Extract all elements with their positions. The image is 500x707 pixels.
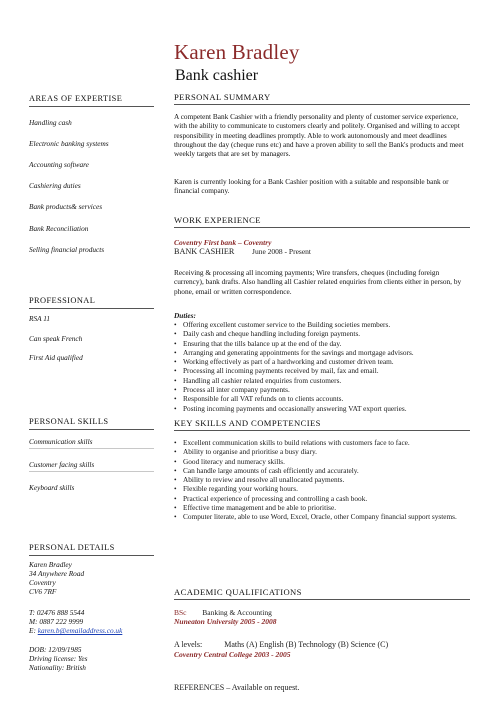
key-skills-list <box>174 438 470 522</box>
mobile: M: 0887 222 9999 <box>29 617 84 626</box>
degree-subject: Banking & Accounting <box>202 608 272 617</box>
expertise-item: Cashiering duties <box>29 181 81 190</box>
a-levels-line <box>174 640 388 649</box>
divider <box>29 106 154 107</box>
degree: BSc <box>174 608 187 617</box>
list-item: • Process all inter company payments. <box>174 385 470 394</box>
college: Coventry Central College 2003 - 2005 <box>174 650 291 659</box>
divider <box>29 555 154 556</box>
summary-paragraph: A competent Bank Cashier with a friendly personality and plenty of customer service experience, with the ability to communicate to customers clearly and politely. Organised and willing to accept responsibility in meeting deadlines promptly. Able to work autonomously and meet deadlines throughout the day (cheque runs etc) and have a proven ability to sell the Bank's products and meet weekly targets that are set by managers. <box>174 112 464 159</box>
list-item: • Working effectively as part of a hardworking and customer driven team. <box>174 357 470 366</box>
divider <box>174 227 470 228</box>
email-line <box>29 626 122 635</box>
personal-details-heading: PERSONAL DETAILS <box>29 543 115 552</box>
list-item: • Effective time management and be able to prioritise. <box>174 503 470 512</box>
list-item: • Can handle large amounts of cash efficiently and accurately. <box>174 466 470 475</box>
expertise-item: Electronic banking systems <box>29 139 109 148</box>
address-line: CV6 7RF <box>29 587 57 596</box>
list-item: • Ensuring that the tills balance up at the end of the day. <box>174 339 470 348</box>
duties-label: Duties: <box>174 311 196 320</box>
divider <box>174 104 470 105</box>
date-of-birth: DOB: 12/09/1985 <box>29 645 82 654</box>
list-item: • Ability to review and resolve all unallocated payments. <box>174 475 470 484</box>
professional-item: First Aid qualified <box>29 353 83 362</box>
list-item: • Excellent communication skills to build relations with customers face to face. <box>174 438 470 447</box>
list-item: • Arranging and generating appointments for the savings and mortgage advisors. <box>174 348 470 357</box>
list-item: • Processing all incoming payments received by mail, fax and email. <box>174 366 470 375</box>
skill-item: Keyboard skills <box>29 483 75 492</box>
expertise-item: Accounting software <box>29 160 89 169</box>
divider <box>29 429 154 430</box>
list-item: • Responsible for all VAT refunds on to clients accounts. <box>174 394 470 403</box>
divider <box>174 599 470 600</box>
references-text: – Available on request. <box>226 683 300 692</box>
driving-license: Driving license: Yes <box>29 654 88 663</box>
list-item: • Daily cash and cheque handling including foreign payments. <box>174 329 470 338</box>
summary-paragraph: Karen is currently looking for a Bank Cashier position with a suitable and responsible bank or financial company. <box>174 177 449 196</box>
dates: June 2008 - Present <box>252 247 311 256</box>
key-skills-heading: KEY SKILLS AND COMPETENCIES <box>174 418 321 428</box>
work-experience-heading: WORK EXPERIENCE <box>174 215 261 225</box>
areas-of-expertise-heading: AREAS OF EXPERTISE <box>29 94 123 103</box>
email-link[interactable]: karen.b@emailaddress.co.uk <box>37 626 123 635</box>
role: BANK CASHIER <box>174 247 235 256</box>
professional-heading: PROFESSIONAL <box>29 296 96 305</box>
candidate-name: Karen Bradley <box>174 40 300 64</box>
references-line <box>174 683 299 692</box>
list-item: • Posting incoming payments and occasionally answering VAT export queries. <box>174 404 470 413</box>
job-title: Bank cashier <box>175 67 259 84</box>
professional-item: Can speak French <box>29 334 83 343</box>
email-prefix: E: <box>29 626 36 635</box>
telephone: T: 02476 888 5544 <box>29 608 85 617</box>
personal-summary-heading: PERSONAL SUMMARY <box>174 92 271 102</box>
duties-list <box>174 320 470 413</box>
skill-item: Customer facing skills <box>29 460 95 469</box>
professional-item: RSA 11 <box>29 314 51 323</box>
expertise-item: Handling cash <box>29 118 72 127</box>
nationality: Nationality: British <box>29 663 86 672</box>
references-label: REFERENCES <box>174 683 225 692</box>
address-line: 34 Anywhere Road <box>29 569 85 578</box>
skill-item: Communication skills <box>29 437 93 446</box>
divider <box>29 448 154 449</box>
list-item: • Handling all cashier related enquiries from customers. <box>174 376 470 385</box>
address-line: Coventry <box>29 578 56 587</box>
personal-skills-heading: PERSONAL SKILLS <box>29 417 109 426</box>
divider <box>29 471 154 472</box>
a-levels-label: A levels: <box>174 640 203 649</box>
list-item: • Good literacy and numeracy skills. <box>174 457 470 466</box>
employer: Coventry First bank – Coventry <box>174 238 272 247</box>
a-levels-grades: Maths (A) English (B) Technology (B) Science (C) <box>224 640 389 649</box>
list-item: • Computer literate, able to use Word, Excel, Oracle, other Company financial support systems. <box>174 512 470 521</box>
university: Nuneaton University 2005 - 2008 <box>174 617 277 626</box>
degree-line <box>174 608 272 617</box>
divider <box>174 430 470 431</box>
academic-heading: ACADEMIC QUALIFICATIONS <box>174 587 302 597</box>
expertise-item: Bank products& services <box>29 202 103 211</box>
list-item: • Ability to organise and prioritise a busy diary. <box>174 447 470 456</box>
list-item: • Offering excellent customer service to the Building societies members. <box>174 320 470 329</box>
address-line: Karen Bradley <box>29 560 72 569</box>
expertise-item: Selling financial products <box>29 245 105 254</box>
role-description: Receiving & processing all incoming payments; Wire transfers, cheques (including foreign currency), bank drafts. Also handling all Cashier related enquiries from clients either in person, by phone, email or written correspondence. <box>174 268 462 296</box>
list-item: • Flexible regarding your working hours. <box>174 484 470 493</box>
divider <box>29 308 154 309</box>
role-line <box>174 247 311 256</box>
expertise-item: Bank Reconciliation <box>29 224 89 233</box>
list-item: • Practical experience of processing and controlling a cash book. <box>174 494 470 503</box>
